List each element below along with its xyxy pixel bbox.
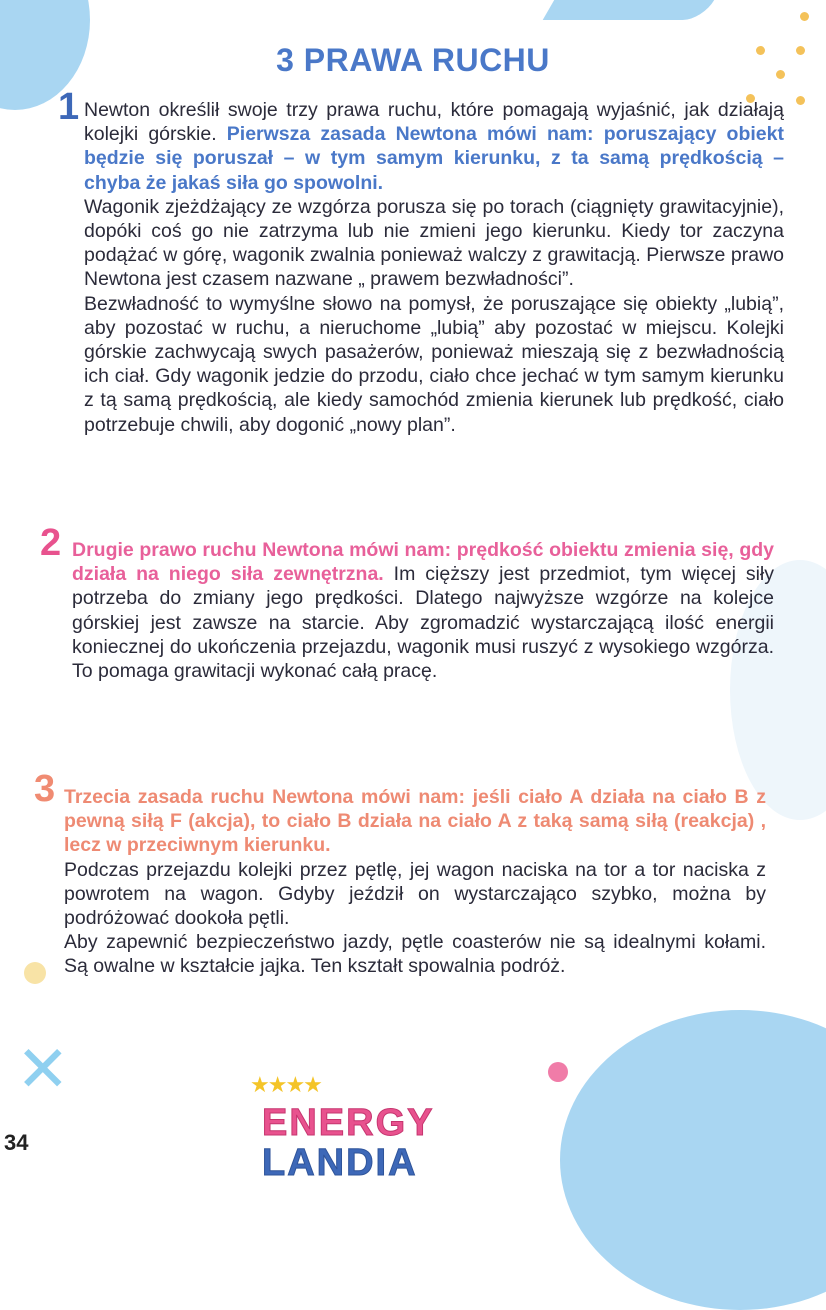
section-3-number: 3 (34, 768, 56, 810)
section-2-paragraph (72, 538, 774, 683)
section-2-highlight: Drugie prawo ruchu Newtona mówi nam: prędkość obiektu zmienia się, gdy działa na niego siła zewnętrzna. (72, 539, 774, 586)
section-2-text (72, 538, 774, 683)
logo-stars-icon: ★★★★ (250, 1072, 321, 1097)
energylandia-logo (244, 1072, 534, 1182)
section-3-body-2: Aby zapewnić bezpieczeństwo jazdy, pętle coasterów nie są idealnymi kołami. Są owalne w kształcie jajka. Ten kształt spowalnia podróż. (64, 931, 766, 978)
page-title: 3 PRAWA RUCHU (276, 42, 550, 78)
section-1-highlight: Pierwsza zasada Newtona mówi nam: poruszający obiekt będzie się poruszał – w tym samym kierunku, z ta samą prędkością – chyba że jakaś siła go spowolni. (84, 123, 784, 194)
section-1-text (84, 98, 784, 437)
decor-dot (796, 96, 805, 105)
section-1-body-1: Wagonik zjeżdżający ze wzgórza porusza się po torach (ciągnięty grawitacyjnie), dopóki coś go nie zatrzyma lub nie zmieni jego kierunku. Kiedy tor zaczyna podążać w górę, wagonik zwalnia ponieważ walczy z grawitacją. Pierwsze prawo Newtona jest czasem nazwane „ prawem bezwładności”. (84, 195, 784, 291)
decor-yellow-dot (24, 962, 46, 984)
decor-dot (800, 12, 809, 21)
decor-x-mark: ✕ (16, 1033, 70, 1107)
section-3-body-1: Podczas przejazdu kolejki przez pętlę, jej wagon naciska na tor a tor naciska z powrotem na wagon. Gdyby jeździł on wystarczająco szybko, można by podróżować dookoła pętli. (64, 858, 766, 930)
decor-pink-dot (548, 1062, 568, 1082)
section-1-intro: Newton określił swoje trzy prawa ruchu, które pomagają wyjaśnić, jak działają kolejki górskie. (84, 99, 784, 146)
section-2-body: Im cięższy jest przedmiot, tym więcej siły potrzeba do zmiany jego prędkości. Dlatego najwyższe wzgórze na kolejce górskiej jest zawsze na starcie. Aby zgromadzić wystarczającą ilość energii koniecznej do ukończenia przejazdu, wagonik musi ruszyć z wysokiego wzgórza. To pomaga grawitacji wykonać całą pracę. (72, 563, 774, 683)
section-1-body-2: Bezwładność to wymyślne słowo na pomysł, że poruszające się obiekty „lubią”, aby pozostać w ruchu, a nieruchome „lubią” aby pozostać w miejscu. Kolejki górskie zachwycają swych pasażerów, ponieważ mieszają się z bezwładnością ich ciał. Gdy wagonik jedzie do przodu, ciało chce jechać w tym samym kierunku z tą samą prędkością, ale kiedy samochód zmienia kierunek lub prędkość, ciało potrzebuje chwili, aby dogonić „nowy plan”. (84, 292, 784, 436)
decor-blob-bottom-right (560, 1010, 826, 1310)
section-1-paragraph-a (84, 98, 784, 195)
decor-shape-top (543, 0, 738, 20)
section-2-number: 2 (40, 522, 62, 564)
logo-line-2: LANDIA (262, 1142, 418, 1184)
section-3-text (64, 785, 766, 979)
section-1-number: 1 (58, 86, 80, 128)
section-3-highlight: Trzecia zasada ruchu Newtona mówi nam: jeśli ciało A działa na ciało B z pewną siłą F (akcja), to ciało B działa na ciało A z taką samą siłą (reakcja) , lecz w przeciwnym kierunku. (64, 786, 766, 857)
logo-line-1: ENERGY (262, 1102, 435, 1144)
page-number: 34 (4, 1130, 29, 1155)
